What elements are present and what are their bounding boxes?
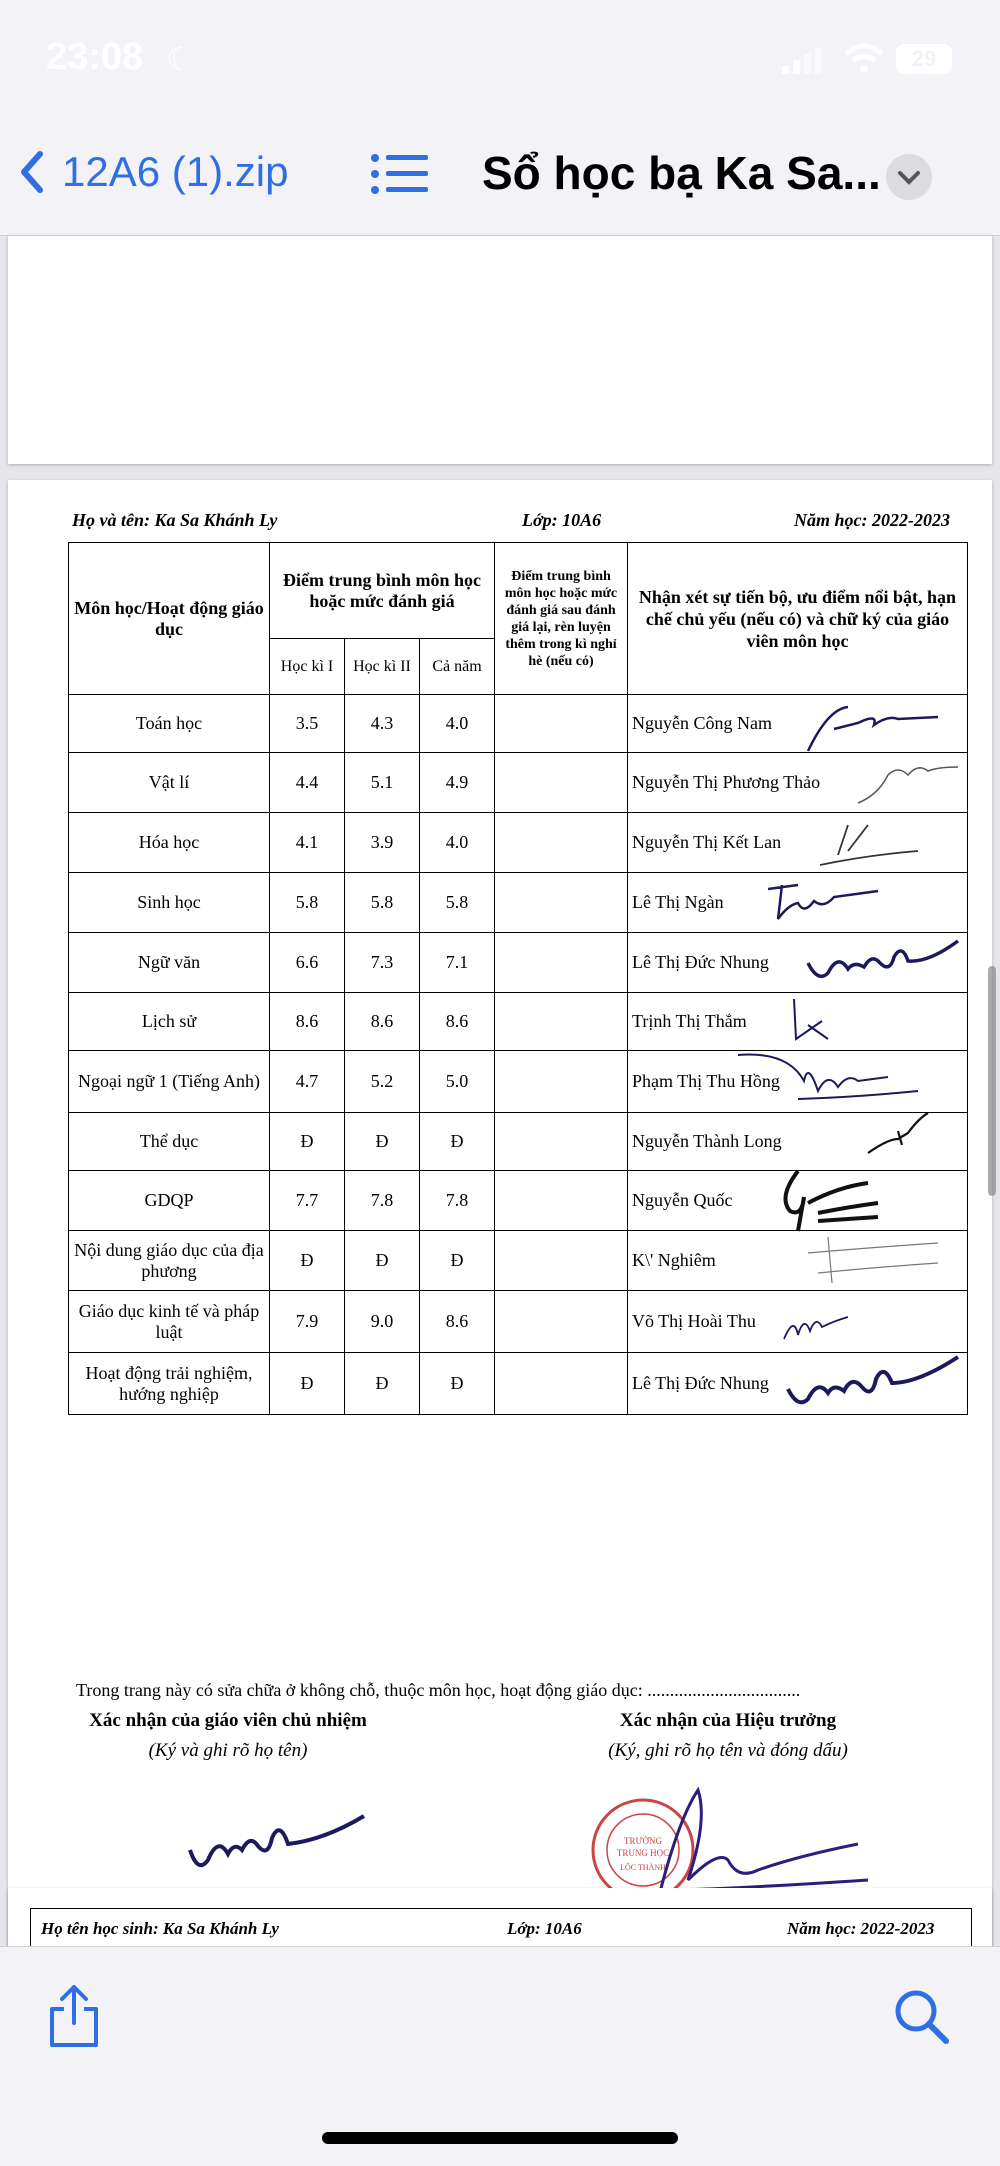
year-cell: 7.1 — [420, 933, 495, 993]
document-title: Sổ học bạ Ka Sa... — [482, 147, 881, 199]
term2-cell: 4.3 — [345, 695, 420, 753]
signature-mark — [848, 755, 968, 811]
retest-cell — [495, 695, 628, 753]
chevron-left-icon — [20, 150, 44, 194]
teacher-name: Nguyễn Quốc — [632, 1190, 733, 1210]
retest-cell — [495, 873, 628, 933]
teacher-name: Lê Thị Đức Nhung — [632, 952, 769, 972]
subject-cell: Nội dung giáo dục của địa phương — [69, 1231, 270, 1291]
next-class-label: Lớp: 10A6 — [507, 1919, 582, 1938]
retest-cell — [495, 993, 628, 1051]
next-page-frame — [30, 1908, 972, 1949]
col-retest-header: Điểm trung bình môn học hoặc mức đánh giá sau đánh giá lại, rèn luyện thêm trong kì nghỉ hè (nếu có) — [495, 543, 628, 695]
homeroom-signature — [184, 1800, 374, 1880]
table-row — [69, 873, 968, 933]
term1-cell: 4.7 — [270, 1051, 345, 1113]
subject-cell: Hóa học — [69, 813, 270, 873]
share-icon[interactable] — [46, 1983, 102, 2049]
table-row — [69, 753, 968, 813]
status-bar — [0, 0, 1000, 120]
signature-mark — [778, 1295, 858, 1349]
search-icon[interactable] — [892, 1987, 952, 2047]
col-average-header: Điểm trung bình môn học hoặc mức đánh giá — [270, 543, 495, 639]
term2-cell: Đ — [345, 1231, 420, 1291]
back-label: 12A6 (1).zip — [62, 148, 289, 195]
subject-cell: Hoạt động trải nghiệm, hướng nghiệp — [69, 1353, 270, 1415]
title-menu-button[interactable] — [886, 154, 932, 200]
svg-text:TRƯỜNG: TRƯỜNG — [624, 1836, 662, 1846]
term1-cell: Đ — [270, 1353, 345, 1415]
comment-cell — [628, 1051, 968, 1113]
term1-cell: 4.1 — [270, 813, 345, 873]
table-row — [69, 1353, 968, 1415]
chevron-down-icon — [886, 154, 932, 200]
correction-note: Trong trang này có sửa chữa ở không chỗ, thuộc môn học, hoạt động giáo dục: .................................. — [76, 1680, 801, 1700]
col-term2-header: Học kì II — [345, 639, 420, 695]
term2-cell: 7.3 — [345, 933, 420, 993]
back-button[interactable] — [20, 148, 288, 196]
retest-cell — [495, 1291, 628, 1353]
retest-cell — [495, 813, 628, 873]
table-row — [69, 1171, 968, 1231]
homeroom-confirmation — [78, 1710, 378, 1762]
term2-cell: 7.8 — [345, 1171, 420, 1231]
subject-cell: Vật lí — [69, 753, 270, 813]
subject-cell: Sinh học — [69, 873, 270, 933]
student-name: Họ và tên: Ka Sa Khánh Ly — [72, 510, 278, 530]
term2-cell: 3.9 — [345, 813, 420, 873]
svg-text:TRUNG HỌC: TRUNG HỌC — [616, 1848, 670, 1858]
homeroom-title: Xác nhận của giáo viên chủ nhiệm — [89, 1710, 367, 1731]
year-cell: 4.0 — [420, 695, 495, 753]
term2-cell: 5.8 — [345, 873, 420, 933]
term2-cell: 5.2 — [345, 1051, 420, 1113]
table-row — [69, 813, 968, 873]
comment-cell — [628, 1113, 968, 1171]
year-cell: 5.0 — [420, 1051, 495, 1113]
signal-icon — [782, 48, 826, 74]
subject-cell: Thể dục — [69, 1113, 270, 1171]
signature-mark — [808, 815, 928, 871]
previous-page — [8, 236, 992, 464]
subject-cell: Ngoại ngữ 1 (Tiếng Anh) — [69, 1051, 270, 1113]
year-cell: 5.8 — [420, 873, 495, 933]
school-year: Năm học: 2022-2023 — [794, 510, 950, 530]
signature-mark — [758, 875, 888, 931]
nav-bar — [0, 120, 1000, 236]
homeroom-instruction: (Ký và ghi rõ họ tên) — [148, 1740, 308, 1761]
home-indicator[interactable] — [322, 2132, 678, 2144]
comment-cell — [628, 1353, 968, 1415]
retest-cell — [495, 1353, 628, 1415]
col-year-header: Cả năm — [420, 639, 495, 695]
year-cell: 7.8 — [420, 1171, 495, 1231]
term2-cell: 5.1 — [345, 753, 420, 813]
year-cell: Đ — [420, 1353, 495, 1415]
teacher-name: K\' Nghiêm — [632, 1250, 716, 1270]
col-subject-header: Môn học/Hoạt động giáo dục — [69, 543, 270, 695]
term1-cell: 3.5 — [270, 695, 345, 753]
table-row — [69, 1291, 968, 1353]
next-student-name: Họ tên học sinh: Ka Sa Khánh Ly — [41, 1919, 279, 1938]
teacher-name: Nguyễn Thành Long — [632, 1131, 782, 1151]
retest-cell — [495, 933, 628, 993]
comment-cell — [628, 933, 968, 993]
retest-cell — [495, 1171, 628, 1231]
year-cell: 8.6 — [420, 993, 495, 1051]
next-school-year: Năm học: 2022-2023 — [787, 1919, 935, 1938]
teacher-name: Nguyễn Công Nam — [632, 713, 772, 733]
term1-cell: 4.4 — [270, 753, 345, 813]
teacher-name: Trịnh Thị Thắm — [632, 1011, 747, 1031]
teacher-name: Phạm Thị Thu Hồng — [632, 1071, 780, 1091]
signature-mark — [858, 1109, 938, 1169]
signature-mark — [798, 1233, 948, 1289]
subject-cell: Ngữ văn — [69, 933, 270, 993]
subject-cell: GDQP — [69, 1171, 270, 1231]
comment-cell — [628, 993, 968, 1051]
comment-cell — [628, 1171, 968, 1231]
term2-cell: Đ — [345, 1113, 420, 1171]
term2-cell: Đ — [345, 1353, 420, 1415]
table-row — [69, 1231, 968, 1291]
table-row — [69, 993, 968, 1051]
document-viewer[interactable] — [0, 236, 1000, 1946]
term1-cell: 6.6 — [270, 933, 345, 993]
table-row — [69, 933, 968, 993]
signature-mark — [778, 995, 858, 1047]
retest-cell — [495, 753, 628, 813]
clock: 23:08 — [46, 36, 144, 78]
term1-cell: Đ — [270, 1231, 345, 1291]
retest-cell — [495, 1231, 628, 1291]
scroll-indicator[interactable] — [988, 966, 996, 1196]
table-row — [69, 695, 968, 753]
subject-cell: Toán học — [69, 695, 270, 753]
comment-cell — [628, 753, 968, 813]
list-icon[interactable] — [370, 152, 430, 196]
term1-cell: 8.6 — [270, 993, 345, 1051]
year-cell: 8.6 — [420, 1291, 495, 1353]
principal-confirmation — [568, 1710, 888, 1762]
table-row — [69, 1051, 968, 1113]
teacher-name: Võ Thị Hoài Thu — [632, 1311, 756, 1331]
moon-icon: ☾ — [166, 41, 195, 77]
term1-cell: 7.9 — [270, 1291, 345, 1353]
table-row — [69, 1113, 968, 1171]
year-cell: 4.0 — [420, 813, 495, 873]
comment-cell — [628, 1231, 968, 1291]
teacher-name: Lê Thị Ngàn — [632, 892, 724, 912]
term1-cell: 7.7 — [270, 1171, 345, 1231]
teacher-name: Nguyễn Thị Phương Thảo — [632, 772, 821, 792]
comment-cell — [628, 1291, 968, 1353]
col-comment-header: Nhận xét sự tiến bộ, ưu điểm nổi bật, hạn chế chủ yếu (nếu có) và chữ ký của giáo viên môn học — [628, 543, 968, 695]
retest-cell — [495, 1113, 628, 1171]
grades-table — [68, 542, 968, 1415]
signature-mark — [778, 1349, 968, 1415]
battery-indicator: 29 — [896, 44, 952, 74]
svg-text:LỘC THÀNH: LỘC THÀNH — [620, 1863, 666, 1872]
wifi-icon — [844, 44, 884, 74]
signature-mark — [798, 933, 968, 991]
signature-mark — [788, 699, 948, 755]
year-cell: 4.9 — [420, 753, 495, 813]
term1-cell: Đ — [270, 1113, 345, 1171]
class-label: Lớp: 10A6 — [522, 510, 602, 530]
term2-cell: 9.0 — [345, 1291, 420, 1353]
signature-mark — [778, 1167, 888, 1235]
term1-cell: 5.8 — [270, 873, 345, 933]
principal-instruction: (Ký, ghi rõ họ tên và đóng dấu) — [608, 1740, 848, 1761]
teacher-name: Lê Thị Đức Nhung — [632, 1373, 769, 1393]
comment-cell — [628, 813, 968, 873]
comment-cell — [628, 695, 968, 753]
principal-title: Xác nhận của Hiệu trưởng — [619, 1710, 837, 1731]
comment-cell — [628, 873, 968, 933]
year-cell: Đ — [420, 1231, 495, 1291]
year-cell: Đ — [420, 1113, 495, 1171]
teacher-name: Nguyễn Thị Kết Lan — [632, 832, 782, 852]
col-term1-header: Học kì I — [270, 639, 345, 695]
document-page — [8, 480, 992, 2108]
retest-cell — [495, 1051, 628, 1113]
term2-cell: 8.6 — [345, 993, 420, 1051]
subject-cell: Lịch sử — [69, 993, 270, 1051]
subject-cell: Giáo dục kinh tế và pháp luật — [69, 1291, 270, 1353]
